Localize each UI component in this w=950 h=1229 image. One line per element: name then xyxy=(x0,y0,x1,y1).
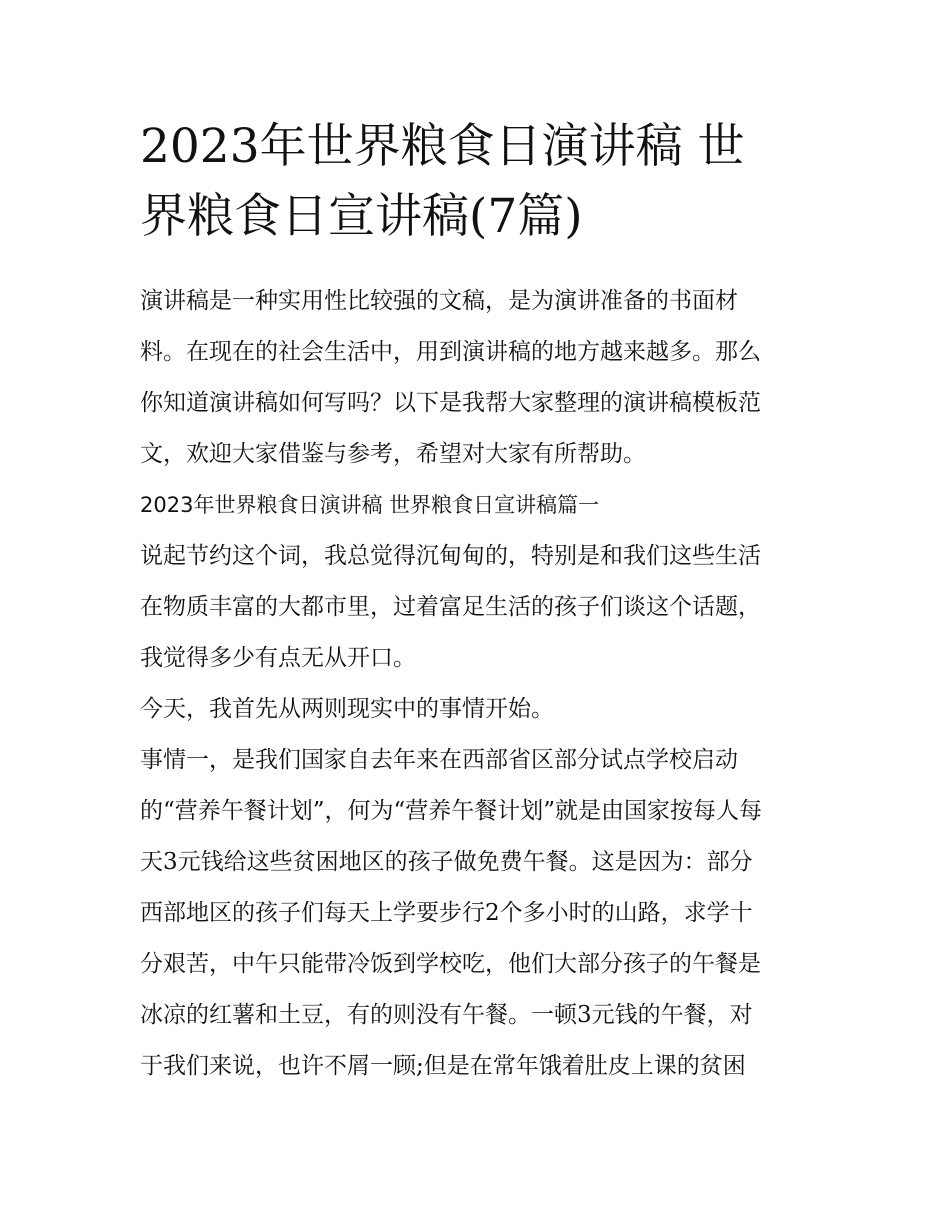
paragraph-1-line-1: 说起节约这个词，我总觉得沉甸甸的，特别是和我们这些生活 xyxy=(140,543,761,569)
paragraph-3 xyxy=(140,735,816,1092)
intro-line-3: 你知道演讲稿如何写吗？以下是我帮大家整理的演讲稿模板范 xyxy=(140,390,761,416)
paragraph-3-line-4: 西部地区的孩子们每天上学要步行2个多小时的山路，求学十 xyxy=(140,900,753,926)
paragraph-3-line-1: 事情一，是我们国家自去年来在西部省区部分试点学校启动 xyxy=(140,747,738,773)
section-heading: 2023年世界粮食日演讲稿 世界粮食日宣讲稿篇一 xyxy=(140,493,600,517)
document-body xyxy=(140,276,816,1092)
document-title xyxy=(140,112,816,252)
intro-line-2: 料。在现在的社会生活中，用到演讲稿的地方越来越多。那么 xyxy=(140,339,761,365)
paragraph-3-line-7: 于我们来说，也许不屑一顾;但是在常年饿着肚皮上课的贫困 xyxy=(140,1053,746,1079)
paragraph-2-line-1: 今天，我首先从两则现实中的事情开始。 xyxy=(140,696,554,722)
paragraph-3-line-2: 的“营养午餐计划”，何为“营养午餐计划”就是由国家按每人每 xyxy=(140,798,763,824)
document-page xyxy=(140,112,816,1092)
paragraph-3-line-6: 冰凉的红薯和土豆，有的则没有午餐。一顿3元钱的午餐，对 xyxy=(140,1002,753,1028)
paragraph-2 xyxy=(140,684,816,735)
paragraph-1-line-3: 我觉得多少有点无从开口。 xyxy=(140,645,416,671)
paragraph-3-line-5: 分艰苦，中午只能带冷饭到学校吃，他们大部分孩子的午餐是 xyxy=(140,951,761,977)
intro-line-1: 演讲稿是一种实用性比较强的文稿，是为演讲准备的书面材 xyxy=(140,288,738,314)
intro-line-4: 文，欢迎大家借鉴与参考，希望对大家有所帮助。 xyxy=(140,441,646,467)
title-line-1: 2023年世界粮食日演讲稿 世 xyxy=(140,119,745,174)
intro-paragraph xyxy=(140,276,816,480)
title-line-2: 界粮食日宣讲稿(7篇) xyxy=(140,189,583,244)
paragraph-1-line-2: 在物质丰富的大都市里，过着富足生活的孩子们谈这个话题， xyxy=(140,594,761,620)
paragraph-3-line-3: 天3元钱给这些贫困地区的孩子做免费午餐。这是因为：部分 xyxy=(140,849,753,875)
paragraph-1 xyxy=(140,531,816,684)
